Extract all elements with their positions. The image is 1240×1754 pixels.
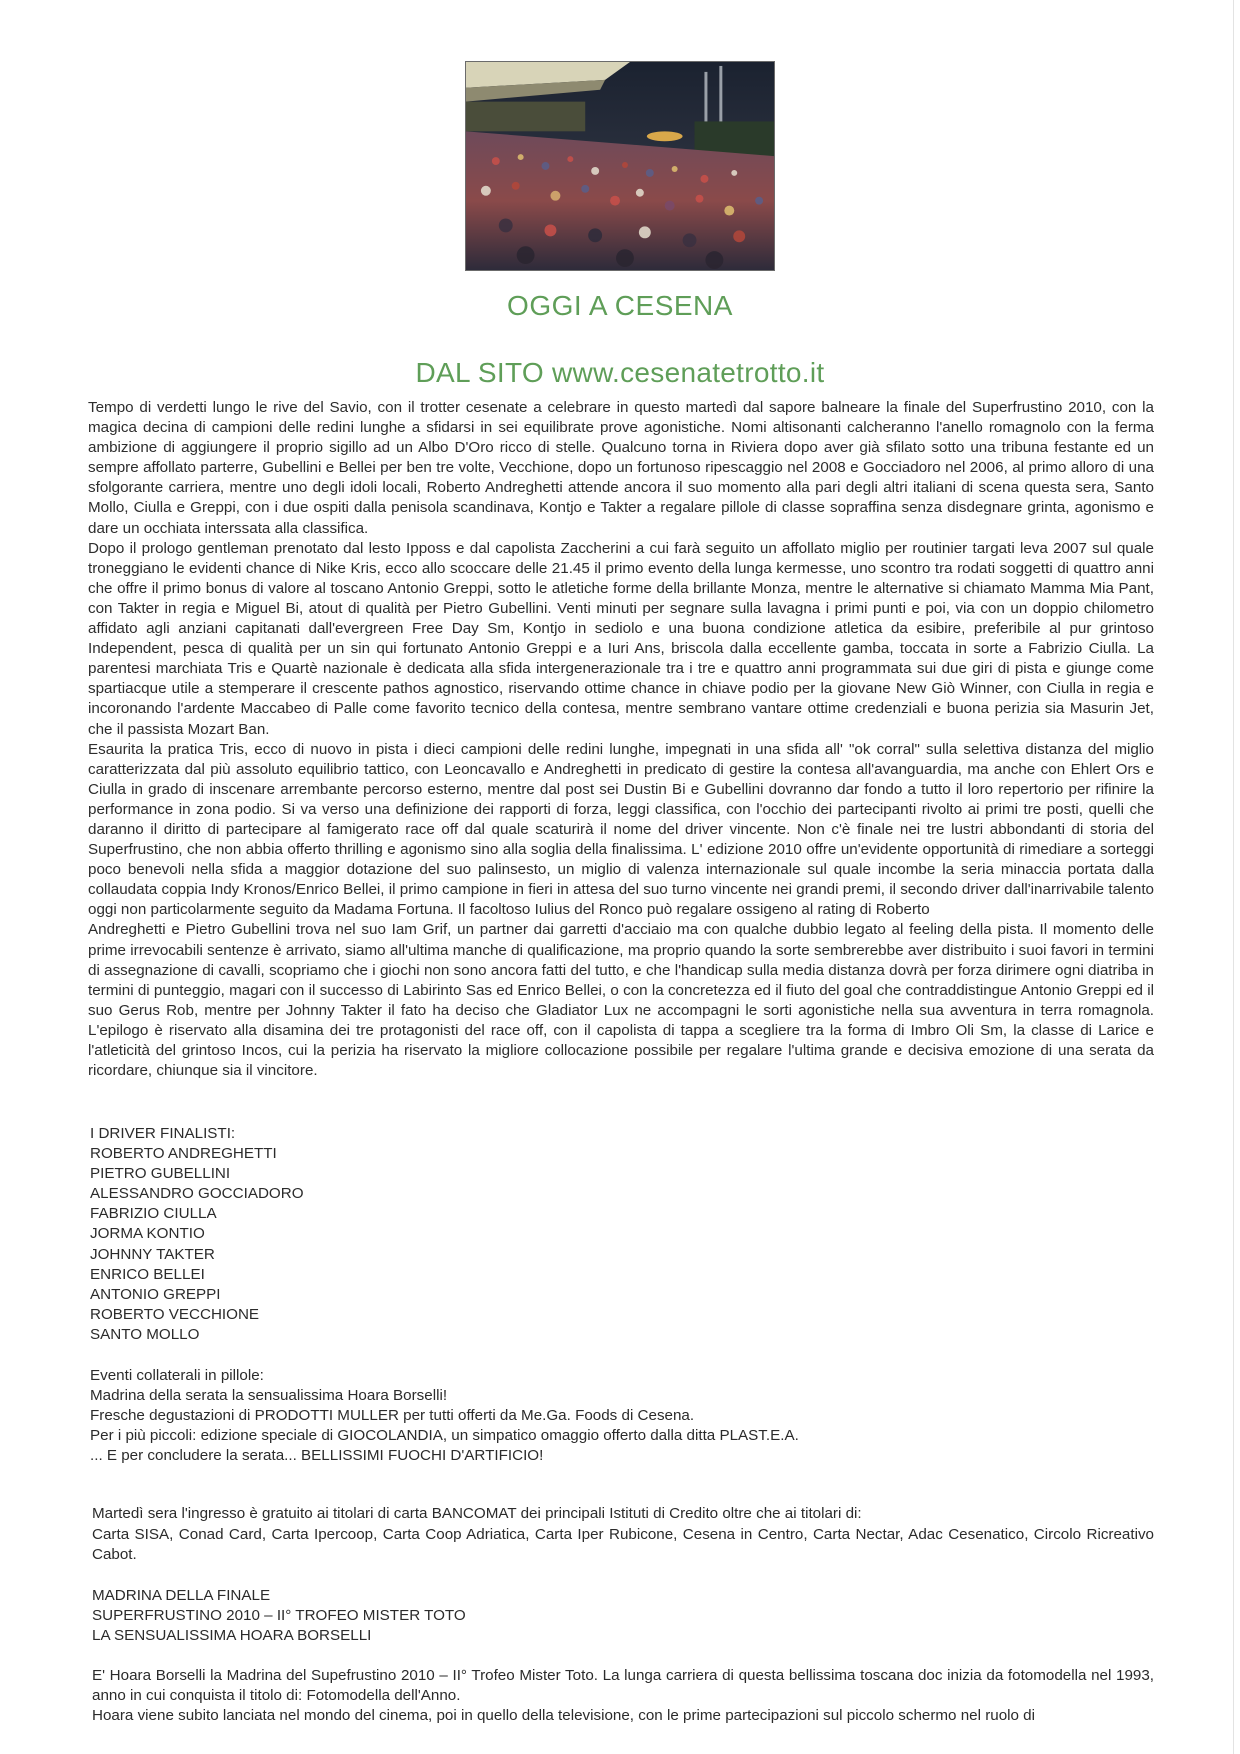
events-heading: Eventi collaterali in pillole: xyxy=(90,1367,264,1384)
article-paragraph: Andreghetti e Pietro Gubellini trova nel suo Iam Grif, un partner dai garretti d'acciaio ma con qualche dubbio legato al feeling della pista. Il momento delle prime irrevocabili sentenze è arrivato, siamo all'ultima manche di qualificazione, ma proprio quando la sorte sembrerebbe aver distribuito i suoi favori in termini di assegnazione di cavalli, scopriamo che i giochi non sono ancora fatti del tutto, e che l'handicap sulla media distanza dovrà per forza dirimere ogni diatriba in termini di punteggio, magari con il successo di Labirinto Sas ed Enrico Bellei, o con la concretezza ed il fiuto del goal che contraddistingue Antonio Greppi ed il suo Gerus Rob, mentre per Johnny Takter il fato ha deciso che Gladiator Lux ne accompagni le sorti agonistiche nella sua avventura in terra romagnola. L'epilogo è riservato alla disamina dei tre protagonisti del race off, con il capolista di tappa a scegliere tra la forma di Imbro Oli Sm, la classe di Larice e l'atleticità del grintoso Incos, cui la perizia ha riservato la migliore collocazione possibile per regalare l'ultima grande e decisiva emozione di una serata da ricordare, chiunque sia il vincitore. xyxy=(88,921,1154,1080)
article-paragraph: Tempo di verdetti lungo le rive del Savio, con il trotter cesenate a celebrare in questo martedì dal sapore balneare la finale del Superfrustino 2010, con la magica decina di campioni delle redini lunghe a sfidarsi in sei equilibrate prove agonistiche. Nomi altisonanti calcheranno l'anello romagnolo con la ferma ambizione di aggiungere il proprio sigillo ad un Albo D'Oro ricco di stelle. Qualcuno torna in Riviera dopo aver già sfilato sotto una tribuna festante ed un sempre affollato parterre, Gubellini e Bellei per ben tre volte, Vecchione, dopo un fortunoso ripescaggio nel 2008 e Gocciadoro nel 2006, al primo alloro di una sfolgorante carriera, mentre uno degli idoli locali, Roberto Andreghetti attende ancora il suo momento alla pari degli altri italiani di scena questa sera, Santo Mollo, Ciulla e Greppi, con i due ospiti dalla penisola scandinava, Kontjo e Takter a regalare pillole di classe sopraffina senza disdegnare grinta, agonismo e dare un occhiata interssata alla classifica. xyxy=(88,399,1154,537)
article-paragraph: Esaurita la pratica Tris, ecco di nuovo in pista i dieci campioni delle redini lunghe, impegnati in una sfida all' "ok corral" sulla selettiva distanza del miglio caratterizzata dal più assoluto equilibrio tattico, con Leoncavallo e Andreghetti in predicato di gestire la contesa all'avanguardia, ma anche con Ehlert Ors e Ciulla in grado di inscenare arrembante percorso esterno, mentre dal post sei Dustin Bi e Gubellini dovranno dar fondo a tutto il loro repertorio per rifinire la performance in zona podio. Si va verso una definizione dei rapporti di forza, leggi classifica, con l'occhio dei partecipanti rivolto ai primi tre posti, quelli che daranno il diritto di partecipare al famigerato race off dal quale scaturirà il nome del driver vincente. Non c'è finale nei tre lustri abbondanti di storia del Superfrustino, che non abbia offerto thrilling e agonismo sino alla soglia della finalissima. L' edizione 2010 offre un'evidente opportunità di rimediare a sorteggi poco benevoli nella sfida a maggior dotazione del suo palinsesto, un miglio di valenza internazionale sul quale incombe la seria minaccia portata dalla collaudata coppia Indy Kronos/Enrico Bellei, il primo campione in fieri in attesa del suo turno vincente nei grandi premi, il secondo driver dall'inarrivabile talento oggi non particolarmente seguito da Madama Fortuna. Il facoltoso Iulius del Ronco può regalare ossigeno al rating di Roberto xyxy=(88,740,1154,919)
crowd-photo xyxy=(465,61,775,271)
godmother-bio xyxy=(92,1666,1154,1726)
crowd-photo-image xyxy=(466,62,774,270)
drivers-list xyxy=(90,1124,690,1345)
driver-name: ROBERTO ANDREGHETTI xyxy=(90,1145,277,1163)
finale-godmother-heading xyxy=(92,1586,892,1646)
event-item: Madrina della serata la sensualissima Hoara Borselli! xyxy=(90,1387,448,1405)
page-title: OGGI A CESENA xyxy=(507,290,733,321)
free-entry-intro: Martedì sera l'ingresso è gratuito ai titolari di carta BANCOMAT dei principali Istituti di Credito oltre che ai titolari di: xyxy=(92,1505,862,1522)
free-entry-notice xyxy=(92,1504,1154,1566)
driver-name: ANTONIO GREPPI xyxy=(90,1285,221,1303)
page-edge-divider xyxy=(1233,0,1234,1754)
event-item: ... E per concludere la serata... BELLISSIMI FUOCHI D'ARTIFICIO! xyxy=(90,1447,544,1465)
driver-name: ENRICO BELLEI xyxy=(90,1265,205,1283)
driver-name: ALESSANDRO GOCCIADORO xyxy=(90,1185,304,1203)
driver-name: ROBERTO VECCHIONE xyxy=(90,1305,260,1323)
bio-paragraph: E' Hoara Borselli la Madrina del Supefrustino 2010 – II° Trofeo Mister Toto. La lunga carriera di questa bellissima toscana doc inizia da fotomodella nel 1993, anno in cui conquista il titolo di: Fotomodella dell'Anno. xyxy=(92,1667,1154,1705)
free-entry-cards: Carta SISA, Conad Card, Carta Ipercoop, Carta Coop Adriatica, Carta Iper Rubicone, Cesena in Centro, Carta Nectar, Adac Cesenatico, Circolo Ricreativo Cabot. xyxy=(92,1525,1154,1563)
article-paragraph: Dopo il prologo gentleman prenotato dal lesto Ipposs e dal capolista Zaccherini a cui farà seguito un affollato miglio per routinier targati leva 2007 sul quale troneggiano le evidenti chance di Nike Kris, ecco allo scoccare delle 21.45 il primo evento della lunga kermesse, uno scontro tra rodati soggetti di quattro anni che offre il primo bonus di valore al toscano Antonio Greppi, sotto le atletiche forme della brillante Monza, mentre le alternative si chiamato Mamma Mia Pant, con Takter in regia e Miguel Bi, atout di qualità per Pietro Gubellini. Venti minuti per segnare sulla lavagna i primi punti e poi, via con un doppio chilometro affidato agli anziani capitanati dall'evergreen Free Day Sm, Kontjo in sediolo e una buona condizione atletica da esibire, preferibile al pur grintoso Independent, pesca di qualità per un sin qui fortunato Antonio Greppi e a Iuri Ans, briscola dalla eccellente gamba, toccata in sorte a Fabrizio Ciulla. La parentesi marchiata Tris e Quartè nazionale è dedicata alla sfida intergenerazionale tra i tre e quattro anni programmata sui due giri di pista e giunge come spartiacque utile a stemperare il crescente pathos agnostico, riservando ottime chance in chiave podio per la giovane New Giò Winner, con Ciulla in regia e incoronando l'ardente Maccabeo di Palle come favorito tecnico della contesa, mentre sembrano vantare ottime credenziali e buona perizia sia Masurin Jet, che il passista Mozart Ban. xyxy=(88,539,1154,738)
events-list xyxy=(90,1366,1090,1466)
article-body xyxy=(88,398,1154,1081)
event-item: Per i più piccoli: edizione speciale di GIOCOLANDIA, un simpatico omaggio offerto dalla ditta PLAST.E.A. xyxy=(90,1427,799,1445)
driver-name: FABRIZIO CIULLA xyxy=(90,1205,217,1223)
source-subtitle: DAL SITO www.cesenatetrotto.it xyxy=(415,357,825,388)
finale-line: SUPERFRUSTINO 2010 – II° TROFEO MISTER TOTO xyxy=(92,1607,466,1625)
driver-name: JORMA KONTIO xyxy=(90,1225,205,1243)
driver-name: PIETRO GUBELLINI xyxy=(90,1165,231,1183)
finale-line: MADRINA DELLA FINALE xyxy=(92,1587,271,1604)
bio-paragraph: Hoara viene subito lanciata nel mondo del cinema, poi in quello della televisione, con le prime partecipazioni sul piccolo schermo nel ruolo di xyxy=(92,1707,1036,1725)
driver-name: SANTO MOLLO xyxy=(90,1325,200,1343)
finale-line: LA SENSUALISSIMA HOARA BORSELLI xyxy=(92,1627,372,1645)
driver-name: JOHNNY TAKTER xyxy=(90,1245,215,1263)
event-item: Fresche degustazioni di PRODOTTI MULLER per tutti offerti da Me.Ga. Foods di Cesena. xyxy=(90,1407,695,1425)
drivers-heading: I DRIVER FINALISTI: xyxy=(90,1125,236,1142)
